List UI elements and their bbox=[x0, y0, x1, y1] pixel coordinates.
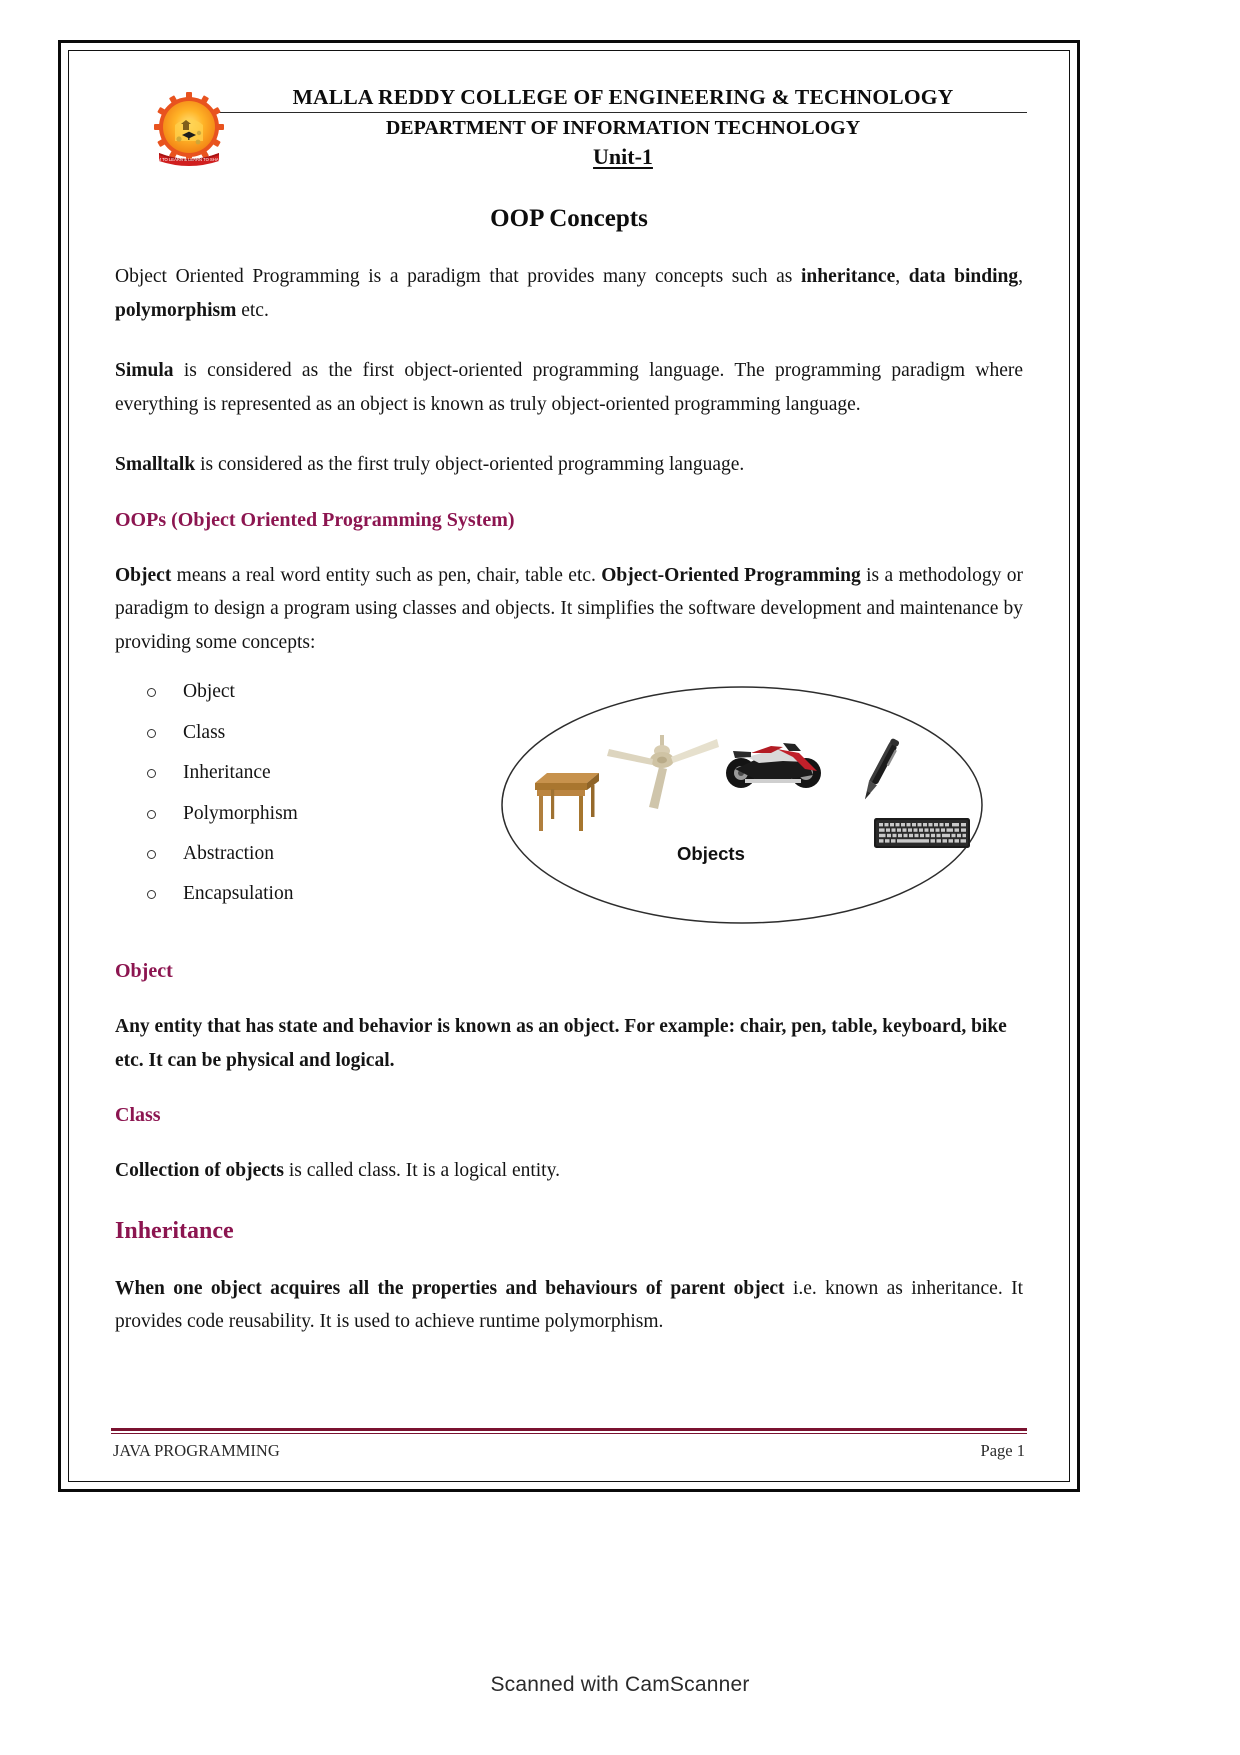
document-body bbox=[111, 260, 1027, 1339]
term-oop: Object-Oriented Programming bbox=[601, 564, 861, 586]
heading-class: Class bbox=[115, 1104, 161, 1127]
paragraph-simula bbox=[115, 354, 1023, 421]
object-means-tail: is a methodology or paradigm to design a program using classes and objects. It simplifies the software development and maintenance by providing some concepts: bbox=[115, 564, 1023, 653]
class-definition-text: is called class. It is a logical entity. bbox=[283, 1160, 560, 1182]
inheritance-definition-text: i.e. known as inheritance. It provides code reusability. It is used to achieve runtime polymorphism. bbox=[115, 1277, 1023, 1333]
footer-page-number: Page 1 bbox=[980, 1441, 1025, 1460]
term-data-binding: data binding bbox=[908, 266, 1019, 287]
term-object: Object bbox=[115, 564, 172, 586]
object-means-mid: means a real word entity such as pen, chair, table etc. bbox=[171, 564, 602, 586]
term-collection-of-objects: Collection of objects bbox=[115, 1160, 284, 1182]
svg-text:AIM TO LEARN & LEARN TO SHARE: AIM TO LEARN & LEARN TO SHARE bbox=[153, 157, 225, 162]
simula-text: is considered as the first object-oriented programming language. The programming paradigm where everything is represented as an object is known as truly object-oriented programming language. bbox=[115, 360, 1023, 415]
list-item-label: Inheritance bbox=[183, 762, 271, 784]
bullet-circle-icon bbox=[147, 810, 156, 819]
sep-1: , bbox=[895, 266, 909, 287]
list-item bbox=[115, 803, 475, 825]
paragraph-smalltalk bbox=[115, 448, 1023, 482]
bullet-circle-icon bbox=[147, 890, 156, 899]
list-item-label: Encapsulation bbox=[183, 883, 294, 905]
header-text-block bbox=[111, 85, 1027, 170]
list-item-label: Abstraction bbox=[183, 842, 274, 864]
heading-object: Object bbox=[115, 960, 173, 983]
camscanner-watermark: Scanned with CamScanner bbox=[490, 1673, 750, 1696]
header-divider bbox=[219, 112, 1027, 113]
bullet-circle-icon bbox=[147, 688, 156, 697]
list-item-label: Class bbox=[183, 721, 226, 743]
smalltalk-text: is considered as the first truly object-oriented programming language. bbox=[195, 454, 745, 476]
objects-diagram bbox=[497, 683, 997, 931]
page-title: OOP Concepts bbox=[490, 205, 648, 232]
objects-diagram-label: Objects bbox=[677, 843, 745, 865]
paragraph-object-definition bbox=[115, 1010, 1023, 1077]
paragraph-class-definition bbox=[115, 1154, 1023, 1188]
intro-text-lead: Object Oriented Programming is a paradigm that provides many concepts such as bbox=[115, 266, 801, 287]
term-inheritance: inheritance bbox=[800, 266, 896, 287]
concepts-list bbox=[115, 681, 475, 906]
list-item bbox=[115, 762, 475, 784]
list-item bbox=[115, 722, 475, 744]
list-item bbox=[115, 843, 475, 865]
intro-text-tail: etc. bbox=[236, 299, 269, 321]
term-polymorphism: polymorphism bbox=[115, 299, 237, 321]
list-item-label: Polymorphism bbox=[183, 802, 298, 824]
heading-oops: OOPs (Object Oriented Programming System) bbox=[115, 508, 515, 531]
sep-2: , bbox=[1018, 266, 1023, 287]
list-item bbox=[115, 883, 475, 905]
mrcet-logo-icon bbox=[153, 91, 225, 167]
paragraph-object-means bbox=[115, 559, 1023, 660]
inheritance-definition-bold: When one object acquires all the properties and behaviours of parent object bbox=[115, 1277, 785, 1299]
scanned-page-frame bbox=[58, 40, 1080, 1492]
footer-subject: JAVA PROGRAMMING bbox=[113, 1441, 280, 1460]
unit-label: Unit-1 bbox=[593, 144, 653, 169]
heading-inheritance: Inheritance bbox=[115, 1217, 234, 1244]
list-item-label: Object bbox=[183, 681, 235, 703]
paragraph-intro bbox=[115, 260, 1023, 327]
list-item bbox=[115, 681, 475, 703]
footer-rule-thick bbox=[111, 1428, 1027, 1431]
term-smalltalk: Smalltalk bbox=[115, 454, 196, 476]
bullet-circle-icon bbox=[147, 850, 156, 859]
page-footer bbox=[111, 1428, 1027, 1462]
concepts-and-diagram bbox=[115, 681, 1023, 933]
page-header bbox=[111, 85, 1027, 171]
object-definition-text: Any entity that has state and behavior is known as an object. For example: chair, pen, table, keyboard, bike etc. It can be physical and logical. bbox=[115, 1016, 1007, 1071]
college-name: MALLA REDDY COLLEGE OF ENGINEERING & TECHNOLOGY bbox=[292, 85, 954, 109]
term-simula: Simula bbox=[115, 360, 174, 382]
paragraph-inheritance-definition bbox=[115, 1272, 1023, 1339]
page-sheet bbox=[75, 57, 1063, 1475]
bullet-circle-icon bbox=[147, 769, 156, 778]
department-name: DEPARTMENT OF INFORMATION TECHNOLOGY bbox=[385, 117, 861, 139]
bullet-circle-icon bbox=[147, 729, 156, 738]
